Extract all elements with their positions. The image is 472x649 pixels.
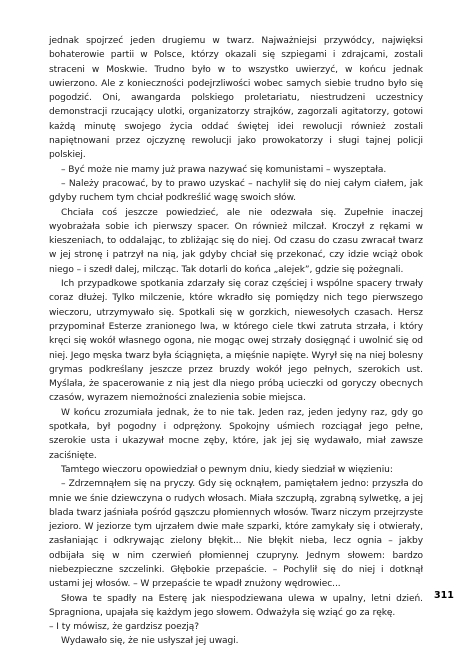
paragraph: – Zdrzemnąłem się na pryczy. Gdy się ocknąłem, pamiętałem jedno: przyszła do mnie we śnie dziewczyna o rudych włosach. Miała szczupłą, zgrabną sylwetkę, a jej blada twarz jaśniała pośród gąszczu płomiennych włosów. Twarz niczym przejrzyste jezioro. W jeziorze tym ujrzałem dwie małe szparki, które zamykały się i otwierały, zasłaniając i odkrywając zielony błękit... Nie błękit nieba, lecz ognia – jakby odbijała się w nim czerwień płomiennej czupryny. Jednym słowem: bardzo niebezpieczne szczelinki. Głębokie przepaście. – Pochylił się do niej i dotknął ustami jej włosów. – W przepaście te wpadł znużony wędrowiec... (49, 479, 423, 590)
paragraph: Tamtego wieczoru opowiedział o pewnym dniu, kiedy siedział w więzieniu: (61, 464, 393, 475)
page-number: 311 (434, 590, 454, 601)
paragraph: Chciała coś jeszcze powiedzieć, ale nie odezwała się. Zupełnie inaczej wyobrażała sobie ich pierwszy spacer. On również milczał. Kroczył z rękami w kieszeniach, to oddalając, to zbliżając się do niej. Od czasu do czasu zwracał twarz w jej stronę i patrzył na nią, jak gdyby chciał się przekonać, czy idzie wciąż obok niego – i szedł dalej, milcząc. Tak dotarli do końca „alejek”, gdzie się pożegnali. (49, 207, 423, 275)
paragraph: Słowa te spadły na Esterę jak niespodziewana ulewa w upalny, letni dzień. Spragniona, upajała się każdym jego słowem. Odważyła się wziąć go za rękę. (49, 593, 423, 618)
paragraph: W końcu zrozumiała jednak, że to nie tak. Jeden raz, jeden jedyny raz, gdy go spotkała, był pogodny i odprężony. Spokojny uśmiech rozciągał jego pełne, szerokie usta i ukazywał mocne zęby, które, jak jej się wydawało, miał zawsze zaciśnięte. (49, 407, 423, 461)
paragraph: – Być może nie mamy już prawa nazywać się komunistami – wyszeptała. (61, 164, 387, 175)
paragraph: jednak spojrzeć jeden drugiemu w twarz. Najważniejsi przywódcy, najwięksi bohaterowie partii w Polsce, którzy okazali się szpiegami i zdrajcami, zostali straceni w Moskwie. Trudno było w to wszystko uwierzyć, w końcu jednak uwierzono. Ale z konieczności podejrzliwości wobec samych siebie trudno było się pogodzić. Oni, awangarda polskiego proletariatu, niestrudzeni uczestnicy demonstracji rzucający ulotki, organizatorzy strajków, zagorzali agitatorzy, gotowi każdą minutę swojego życia oddać świętej idei rewolucji również zostali napiętnowani przez ojczyznę rewolucji jako prowokatorzy i sługi tajnej policji polskiej. (49, 36, 423, 161)
body-text (49, 34, 423, 649)
paragraph: Wydawało się, że nie usłyszał jej uwagi. (61, 636, 239, 647)
book-page (49, 34, 423, 649)
paragraph: Ich przypadkowe spotkania zdarzały się coraz częściej i wspólne spacery trwały coraz dłużej. Tylko milczenie, które wkradło się pomiędzy nich tego pierwszego wieczoru, utrzymywało się. Spotkali się w gorzkich, niewesołych czasach. Hersz przypominał Esterze zranionego lwa, w którego ciele tkwi zatruta strzała, i który kręci się wokół własnego ogona, nie mogąc owej strzały dosięgnąć i uwolnić się od niej. Jego męska twarz była ściągnięta, a mięśnie napięte. Wyrył się na niej bolesny grymas podkreślany jeszcze przez bruzdy wokół jego pełnych, szerokich ust. Myślała, że spacerowanie z nią jest dla niego próbą ucieczki od goryczy obecnych czasów, wyrazem niemożności znalezienia sobie miejsca. (49, 279, 423, 404)
paragraph: – Należy pracować, by to prawo uzyskać – nachylił się do niej całym ciałem, jak gdyby ruchem tym chciał podkreślić wagę swoich słów. (49, 178, 423, 204)
paragraph: – I ty mówisz, że gardzisz poezją? (49, 622, 199, 633)
